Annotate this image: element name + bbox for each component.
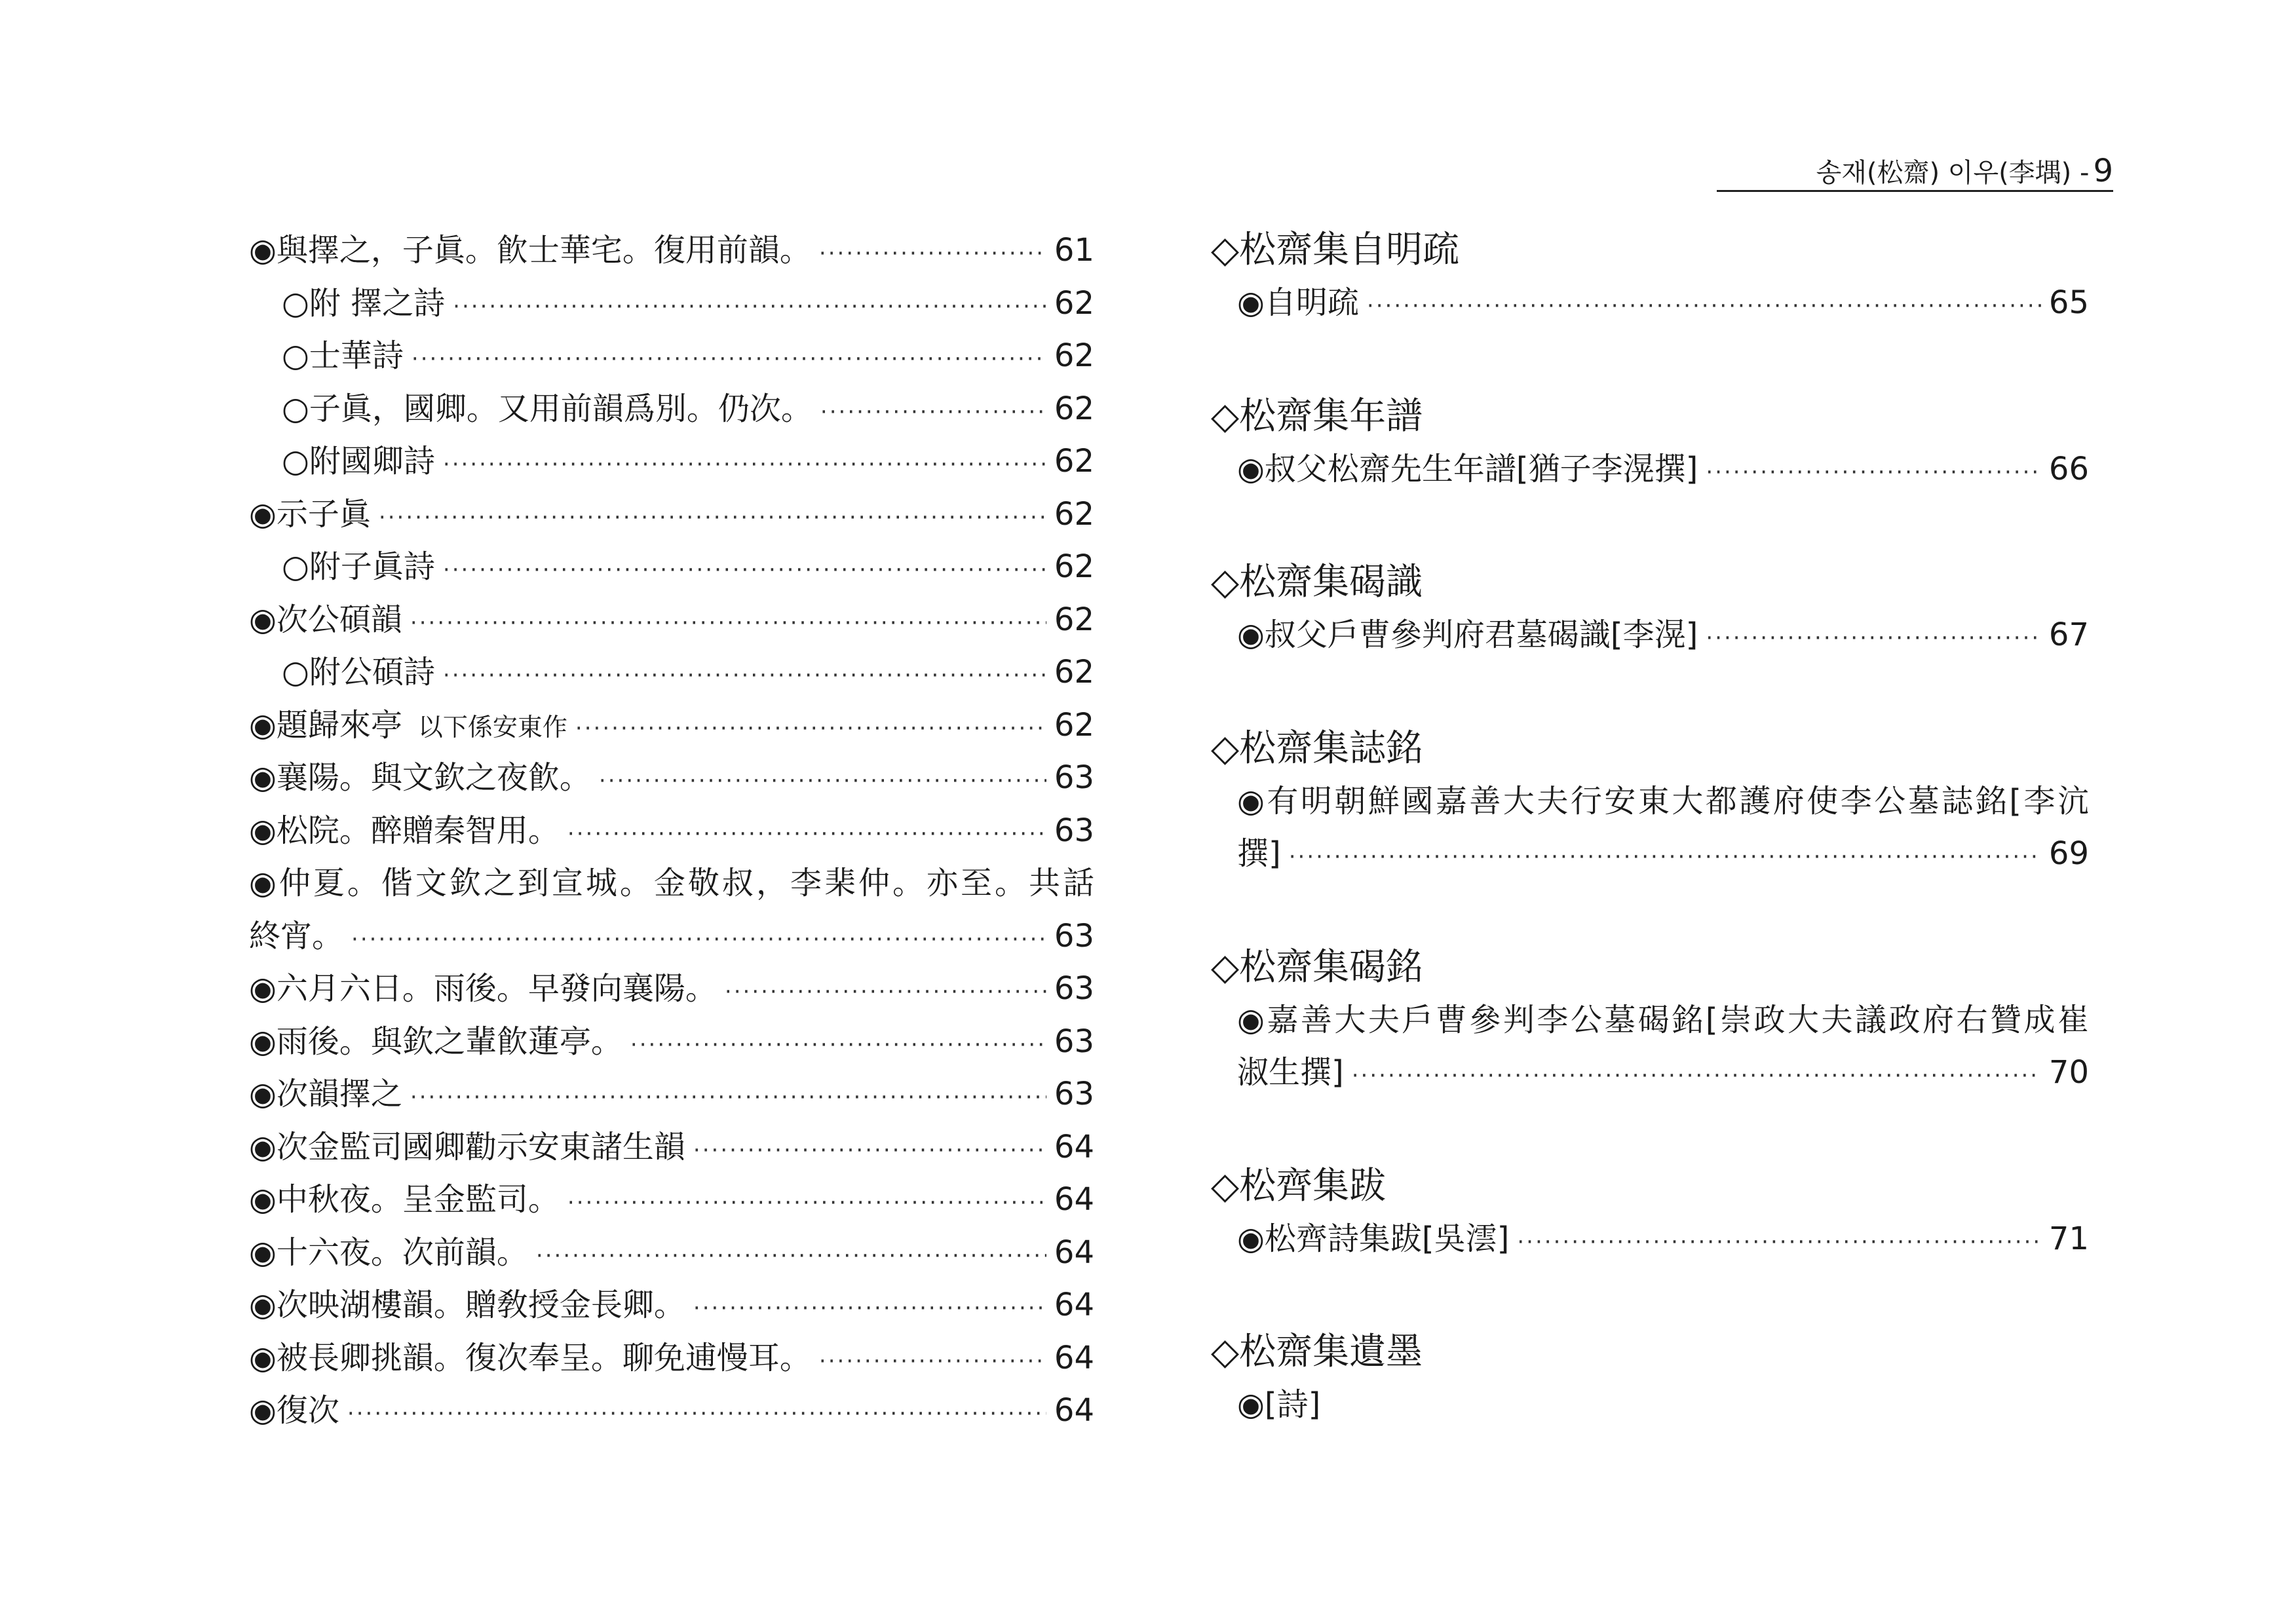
section-title: ◇松齋集碣銘 xyxy=(1211,945,1423,989)
dot-leader xyxy=(347,1388,1046,1441)
dot-leader xyxy=(411,333,1046,386)
toc-entry-page: 64 xyxy=(1054,1339,1094,1376)
section-title: ◇松齋集遺墨 xyxy=(1211,1331,1423,1373)
dot-leader xyxy=(1352,1049,2041,1103)
toc-entry-page: 62 xyxy=(1054,390,1094,427)
toc-entry[interactable] xyxy=(249,1332,1094,1385)
toc-entry-title: ◉叔父松齋先生年譜[猶子李滉撰] xyxy=(1237,450,1698,487)
toc-entry-title: ◉松院。醉贈秦智用。 xyxy=(249,812,560,849)
toc-entry[interactable] xyxy=(249,1173,1094,1226)
toc-entry-title: ◉示子眞 xyxy=(249,495,371,533)
toc-entry-title: ○子眞，國卿。又用前韻爲別。仍次。 xyxy=(282,390,813,427)
dot-leader xyxy=(410,597,1046,650)
toc-entry[interactable] xyxy=(1211,443,2089,496)
toc-entry-title: ◉六月六日。雨後。早發向襄陽。 xyxy=(249,970,717,1007)
toc-entry-title: ◉復次 xyxy=(249,1392,339,1429)
dot-leader xyxy=(1706,446,2041,499)
toc-section xyxy=(1211,224,2089,330)
toc-entry[interactable] xyxy=(1211,609,2089,662)
toc-entry[interactable] xyxy=(249,962,1094,1015)
toc-entry-page: 63 xyxy=(1054,759,1094,796)
toc-entry-title: ◉次映湖樓韻。贈敎授金長卿。 xyxy=(249,1287,685,1323)
toc-entry[interactable] xyxy=(249,383,1094,436)
toc-entry[interactable] xyxy=(249,277,1094,330)
dot-leader xyxy=(567,1177,1046,1230)
toc-entry-page: 62 xyxy=(1054,548,1094,585)
toc-entry-title: ◉與擇之，子眞。飮士華宅。復用前韻。 xyxy=(249,232,811,269)
toc-entry[interactable] xyxy=(249,488,1094,541)
toc-entry-page: 62 xyxy=(1054,284,1094,322)
toc-entry-page: 62 xyxy=(1054,706,1094,744)
dot-leader xyxy=(575,702,1046,755)
toc-entry-title: ○附子眞詩 xyxy=(282,548,435,585)
toc-entry[interactable] xyxy=(1211,276,2089,330)
section-title: ◇松齊集跋 xyxy=(1211,1164,1387,1207)
toc-entry[interactable] xyxy=(249,1226,1094,1279)
section-title: ◇松齋集年譜 xyxy=(1211,394,1423,438)
page-number: 9 xyxy=(2093,153,2113,189)
toc-entry-page: 64 xyxy=(1054,1181,1094,1218)
toc-entry-page: 62 xyxy=(1054,495,1094,533)
toc-entry[interactable] xyxy=(249,1068,1094,1121)
dot-leader xyxy=(1289,831,2041,884)
dot-leader xyxy=(630,1019,1046,1072)
toc-entry-page: 64 xyxy=(1054,1392,1094,1429)
toc-entry[interactable] xyxy=(249,646,1094,699)
toc-entry-page: 61 xyxy=(1054,232,1094,269)
toc-entry-page: 63 xyxy=(1054,812,1094,849)
dot-leader xyxy=(599,755,1046,808)
toc-entry-page: 62 xyxy=(1054,601,1094,638)
dot-leader xyxy=(443,544,1046,597)
toc-section xyxy=(1211,941,2089,1099)
toc-entry[interactable] xyxy=(249,699,1094,752)
toc-entry-title: ○附國卿詩 xyxy=(282,443,435,480)
toc-entry-wrapped[interactable] xyxy=(1211,775,2089,880)
toc-entry[interactable] xyxy=(1211,1213,2089,1266)
toc-right-column xyxy=(1211,224,2089,1492)
toc-entry-page: 70 xyxy=(2048,1054,2089,1091)
dot-leader xyxy=(693,1124,1046,1177)
toc-entry-title: ◉被長卿挑韻。復次奉呈。聊免逋慢耳。 xyxy=(249,1339,811,1376)
toc-entry-title-line1: ◉嘉善大夫戶曹參判李公墓碣銘[崇政大夫議政府右贊成崔 xyxy=(1237,1001,2089,1038)
dot-leader xyxy=(1367,280,2041,333)
toc-entry[interactable] xyxy=(249,1384,1094,1437)
toc-section xyxy=(1211,1160,2089,1266)
section-title: ◇松齋集自明疏 xyxy=(1211,229,1460,271)
toc-entry-page: 62 xyxy=(1054,654,1094,690)
running-header-title: 송재(松齋) 이우(李堣) - xyxy=(1816,158,2090,188)
dot-leader xyxy=(453,280,1046,333)
toc-entry-page: 63 xyxy=(1054,1076,1094,1112)
toc-entry[interactable] xyxy=(249,1015,1094,1068)
toc-entry-title: ◉次金監司國卿勸示安東諸生韻 xyxy=(249,1128,685,1165)
toc-entry-page: 62 xyxy=(1054,337,1094,374)
toc-entry-title: ◉雨後。與欽之輩飮蓮亭。 xyxy=(249,1023,622,1060)
toc-entry-page: 62 xyxy=(1054,443,1094,480)
toc-entry-title: ◉松齊詩集跋[吳澐] xyxy=(1237,1220,1510,1257)
dot-leader xyxy=(1517,1216,2041,1269)
toc-entry[interactable] xyxy=(249,1121,1094,1174)
toc-entry[interactable] xyxy=(249,594,1094,647)
dot-leader xyxy=(443,438,1046,491)
toc-entry-title: ◉題歸來亭 xyxy=(249,706,402,744)
toc-entry-title-line1: ◉有明朝鮮國嘉善大夫行安東大都護府使李公墓誌銘[李沆 xyxy=(1237,782,2089,820)
toc-left-column xyxy=(249,224,1094,1437)
toc-entry-page: 67 xyxy=(2048,616,2089,653)
toc-entry[interactable] xyxy=(249,330,1094,383)
toc-entry[interactable] xyxy=(249,435,1094,488)
section-title: ◇松齋集誌銘 xyxy=(1211,727,1423,770)
toc-entry-title: ◉次公碩韻 xyxy=(249,601,402,638)
dot-leader xyxy=(351,913,1046,966)
toc-entry-page: 66 xyxy=(2048,450,2089,487)
toc-section xyxy=(1211,1326,2089,1431)
toc-entry-title-line1: ◉仲夏。偕文欽之到宣城。金敬叔，李棐仲。亦至。共話 xyxy=(249,865,1094,901)
dot-leader xyxy=(819,227,1046,280)
toc-entry-page: 63 xyxy=(1054,917,1094,954)
toc-entry-title: ◉[詩] xyxy=(1237,1386,1321,1423)
dot-leader xyxy=(693,1282,1046,1335)
dot-leader xyxy=(536,1230,1046,1283)
toc-entry-title: ○士華詩 xyxy=(282,337,404,374)
toc-entry-title: ◉自明疏 xyxy=(1237,284,1359,321)
toc-entry-title-line2: 終宵。 xyxy=(249,917,344,954)
toc-entry-page: 71 xyxy=(2048,1220,2089,1257)
toc-entry-wrapped[interactable] xyxy=(249,857,1094,962)
dot-leader xyxy=(379,491,1046,544)
toc-entry[interactable] xyxy=(249,224,1094,277)
dot-leader xyxy=(819,1335,1046,1388)
toc-entry-title: ◉次韻擇之 xyxy=(249,1076,402,1112)
dot-leader xyxy=(410,1071,1046,1124)
toc-entry[interactable] xyxy=(249,751,1094,804)
toc-entry-title-line2: 撰] xyxy=(1237,835,1281,872)
section-title: ◇松齋集碣識 xyxy=(1211,561,1423,603)
dot-leader xyxy=(443,649,1046,702)
toc-entry-page: 64 xyxy=(1054,1287,1094,1323)
toc-entry-page: 64 xyxy=(1054,1128,1094,1165)
toc-entry-page: 65 xyxy=(2048,284,2089,321)
toc-entry-wrapped[interactable] xyxy=(1211,994,2089,1099)
toc-section xyxy=(1211,556,2089,662)
dot-leader xyxy=(567,808,1046,861)
toc-entry-page: 63 xyxy=(1054,970,1094,1007)
toc-entry[interactable] xyxy=(1211,1378,2089,1431)
toc-section xyxy=(1211,390,2089,496)
dot-leader xyxy=(1706,612,2041,665)
dot-leader xyxy=(820,386,1046,439)
toc-entry-page: 63 xyxy=(1054,1023,1094,1060)
toc-entry-title: ○附 擇之詩 xyxy=(282,284,446,322)
toc-entry-note: 以下係安東作 xyxy=(417,712,567,742)
toc-entry-title: ◉襄陽。與文欽之夜飮。 xyxy=(249,759,591,796)
toc-entry-title-line2: 淑生撰] xyxy=(1237,1054,1344,1091)
toc-entry-page: 69 xyxy=(2048,835,2089,872)
toc-entry-title: ◉中秋夜。呈金監司。 xyxy=(249,1181,560,1218)
toc-entry[interactable] xyxy=(249,540,1094,594)
toc-section xyxy=(1211,723,2089,880)
toc-entry[interactable] xyxy=(249,804,1094,858)
running-header xyxy=(1717,152,2113,192)
toc-entry-page: 64 xyxy=(1054,1234,1094,1271)
toc-entry[interactable] xyxy=(249,1279,1094,1332)
toc-entry-title: ○附公碩詩 xyxy=(282,654,435,690)
toc-entry-title: ◉叔父戶曹參判府君墓碣識[李滉] xyxy=(1237,616,1698,653)
toc-entry-title: ◉十六夜。次前韻。 xyxy=(249,1234,528,1271)
dot-leader xyxy=(725,966,1046,1019)
